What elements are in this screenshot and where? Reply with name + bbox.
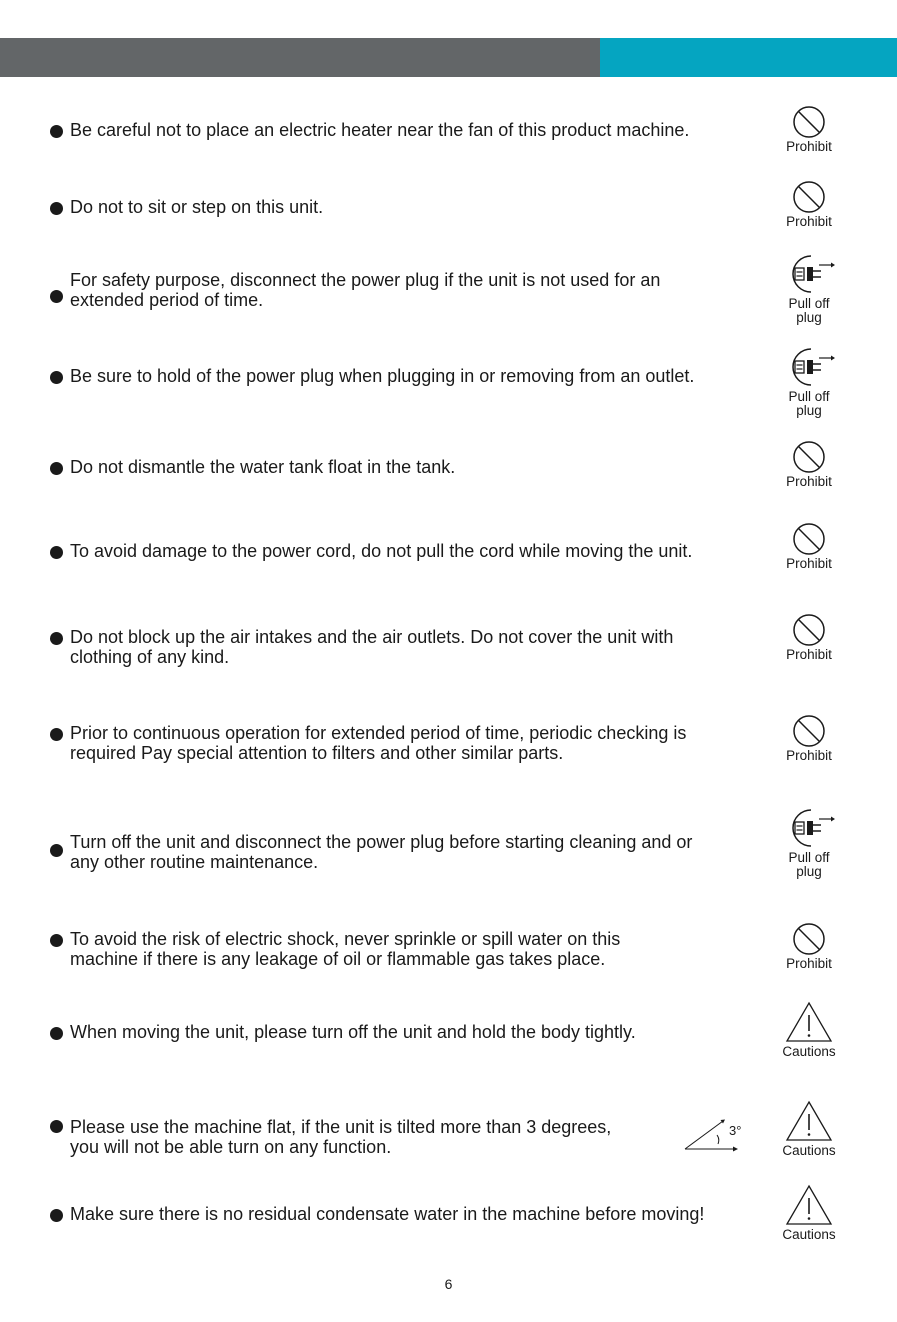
- prohibit-icon: Prohibit: [776, 522, 842, 571]
- item-text: When moving the unit, please turn off the unit and hold the body tightly.: [70, 1022, 636, 1042]
- prohibit-icon: Prohibit: [776, 922, 842, 971]
- item-text: To avoid damage to the power cord, do not pull the cord while moving the unit.: [70, 541, 693, 561]
- item-text: To avoid the risk of electric shock, never sprinkle or spill water on this machine if there is any leakage of oil or flammable gas takes place.: [70, 929, 621, 969]
- item-text: Turn off the unit and disconnect the power plug before starting cleaning and or any other routine maintenance.: [70, 832, 693, 872]
- header-bar-teal: [600, 38, 897, 77]
- item-text: Be careful not to place an electric heater near the fan of this product machine.: [70, 120, 690, 140]
- item-text: Make sure there is no residual condensate water in the machine before moving!: [70, 1204, 705, 1224]
- item-text: For safety purpose, disconnect the power plug if the unit is not used for an extended period of time.: [70, 270, 661, 310]
- page-number: 6: [444, 1276, 453, 1292]
- prohibit-icon: Prohibit: [776, 180, 842, 229]
- bullet: [50, 1120, 63, 1133]
- header-bar: [0, 38, 897, 77]
- prohibit-icon: Prohibit: [776, 440, 842, 489]
- prohibit-icon: Prohibit: [776, 105, 842, 154]
- bullet: [50, 934, 63, 947]
- item-text: Do not block up the air intakes and the air outlets. Do not cover the unit with clothing of any kind.: [70, 627, 674, 667]
- tilt-angle-label: 3°: [729, 1123, 742, 1138]
- caution-icon: Cautions: [776, 1183, 842, 1242]
- pull-off-plug-icon: Pull off plug: [776, 345, 842, 418]
- caution-icon: Cautions: [776, 1000, 842, 1059]
- caution-icon: Cautions: [776, 1099, 842, 1158]
- bullet: [50, 125, 63, 138]
- prohibit-icon: Prohibit: [776, 714, 842, 763]
- bullet: [50, 202, 63, 215]
- tilt-angle-diagram: [683, 1117, 753, 1158]
- item-text: Do not to sit or step on this unit.: [70, 197, 324, 217]
- bullet: [50, 462, 63, 475]
- bullet: [50, 632, 63, 645]
- header-bar-gray: [0, 38, 600, 77]
- bullet: [50, 1209, 63, 1222]
- bullet: [50, 728, 63, 741]
- item-text: Do not dismantle the water tank float in the tank.: [70, 457, 456, 477]
- bullet: [50, 1027, 63, 1040]
- bullet: [50, 371, 63, 384]
- pull-off-plug-icon: Pull off plug: [776, 806, 842, 879]
- item-text: Please use the machine flat, if the unit is tilted more than 3 degrees, you will not be able turn on any function.: [70, 1117, 612, 1157]
- item-text: Be sure to hold of the power plug when plugging in or removing from an outlet.: [70, 366, 695, 386]
- item-text: Prior to continuous operation for extended period of time, periodic checking is required Pay special attention to filters and other similar parts.: [70, 723, 687, 763]
- bullet: [50, 290, 63, 303]
- bullet: [50, 546, 63, 559]
- pull-off-plug-icon: Pull off plug: [776, 252, 842, 325]
- prohibit-icon: Prohibit: [776, 613, 842, 662]
- bullet: [50, 844, 63, 857]
